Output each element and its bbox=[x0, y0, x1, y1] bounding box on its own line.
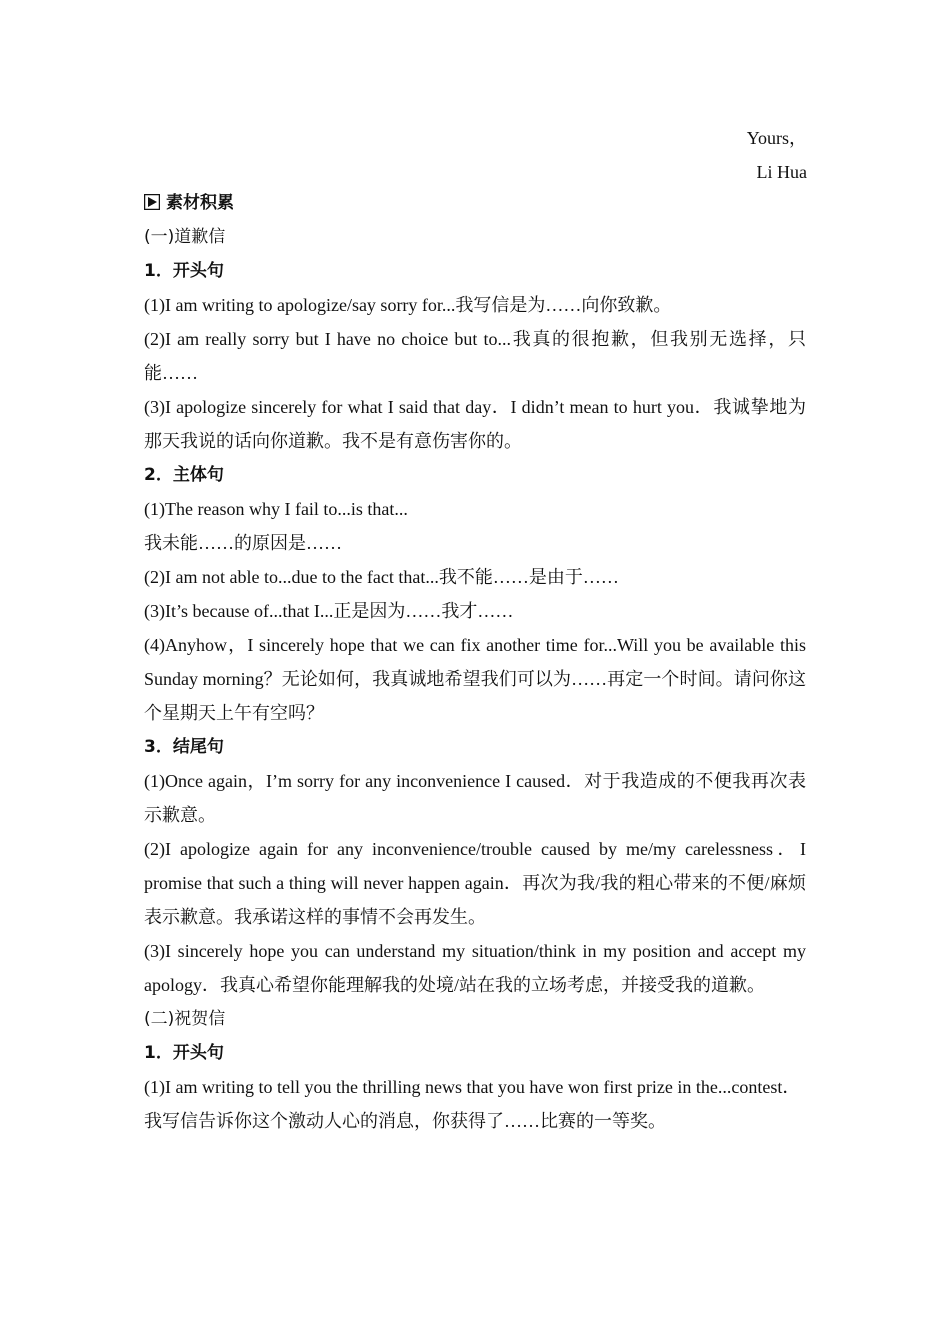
heading-body: 2．主体句 bbox=[144, 465, 224, 485]
section-header bbox=[144, 186, 806, 220]
sentence-item: (2)I apologize again for any inconvenience/trouble caused by me/my carelessness．I promise that such a thing will never happen again．再次为我/我的粗心带来的不便/麻烦表示歉意。我承诺这样的事情不会再发生。 bbox=[144, 839, 806, 927]
sentence-item: (1)I am writing to tell you the thrilling news that you have won first prize in the...contest． bbox=[144, 1077, 801, 1097]
heading-closing: 3．结尾句 bbox=[144, 737, 224, 757]
section-title: 素材积累 bbox=[166, 193, 234, 213]
sentence-item: (3)I apologize sincerely for what I said that day．I didn’t mean to hurt you．我诚挚地为那天我说的话向你道歉。我不是有意伤害你的。 bbox=[144, 397, 806, 451]
heading-opening: 1．开头句 bbox=[144, 1043, 224, 1063]
signature-closing: Yours， bbox=[746, 128, 807, 148]
heading-opening: 1．开头句 bbox=[144, 261, 224, 281]
material-section bbox=[144, 186, 806, 1138]
sentence-item: (3)I sincerely hope you can understand my situation/think in my position and accept my apology．我真心希望你能理解我的处境/站在我的立场考虑，并接受我的道歉。 bbox=[144, 941, 806, 995]
sentence-item: (1)The reason why I fail to...is that... bbox=[144, 499, 408, 519]
sentence-item: (2)I am not able to...due to the fact that...我不能……是由于…… bbox=[144, 567, 619, 587]
sentence-translation: 我写信告诉你这个激动人心的消息，你获得了……比赛的一等奖。 bbox=[144, 1111, 666, 1131]
sentence-item: (2)I am really sorry but I have no choice but to...我真的很抱歉，但我别无选择，只能…… bbox=[144, 329, 806, 383]
sentence-item: (4)Anyhow，I sincerely hope that we can fix another time for...Will you be available this Sunday morning？无论如何，我真诚地希望我们可以为……再定一个时间。请问你这个星期天上午有空吗？ bbox=[144, 635, 806, 723]
subsection-congratulation: (二)祝贺信 bbox=[144, 1009, 226, 1029]
signature-name: Li Hua bbox=[756, 162, 807, 182]
subsection-apology: (一)道歉信 bbox=[144, 227, 226, 247]
sentence-translation: 我未能……的原因是…… bbox=[144, 533, 342, 553]
sentence-item: (1)Once again，I’m sorry for any inconvenience I caused．对于我造成的不便我再次表示歉意。 bbox=[144, 771, 806, 825]
play-triangle-icon bbox=[144, 194, 160, 210]
sentence-item: (3)It’s because of...that I...正是因为……我才…… bbox=[144, 601, 514, 621]
sentence-item: (1)I am writing to apologize/say sorry for...我写信是为……向你致歉。 bbox=[144, 295, 672, 315]
